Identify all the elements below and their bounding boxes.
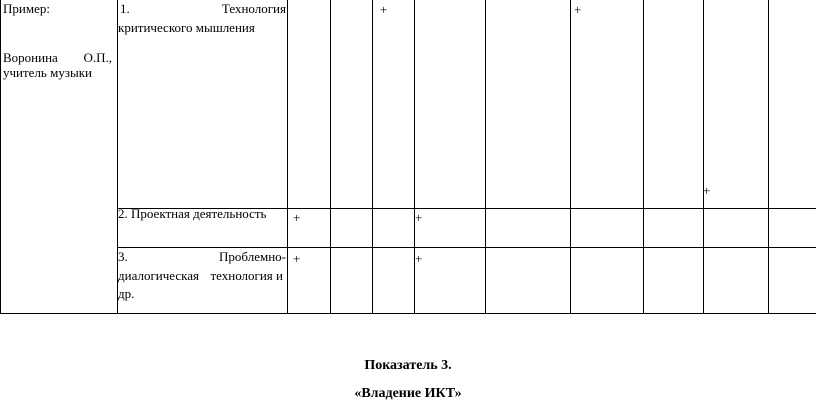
column-divider [485, 0, 486, 314]
example-label: Пример: [3, 1, 50, 16]
row2-mark: + [415, 210, 423, 225]
row1-mark: + [703, 183, 711, 198]
row2-method: 2. Проектная деятельность [118, 206, 267, 221]
row3-method-word: Проблемно- [219, 249, 286, 264]
column-divider [330, 0, 331, 314]
table-border-bottom [0, 313, 816, 314]
row3-mark: + [293, 251, 301, 266]
column-divider [703, 0, 704, 314]
row1-mark: + [380, 2, 388, 17]
row3-method-word3: технология и [210, 268, 283, 283]
row3-method-line2 [118, 265, 283, 287]
column-divider [570, 0, 571, 314]
row2-mark: + [293, 210, 301, 225]
indicator-heading: Показатель 3. [364, 358, 452, 373]
author-surname: Воронина [3, 50, 58, 65]
row1-method-line2: критического мышления [118, 20, 255, 35]
table-border-left [0, 0, 1, 314]
row3-number: 3. [118, 249, 128, 264]
column-divider [414, 0, 415, 314]
row3-method-line3: др. [118, 286, 135, 301]
column-divider [768, 0, 769, 314]
indicator-title: «Владение ИКТ» [354, 386, 462, 401]
row1-number: 1. [120, 1, 130, 16]
row3-mark: + [415, 251, 423, 266]
row1-method-word: Технология [221, 1, 286, 16]
author-initials: О.П., [83, 50, 112, 65]
column-divider [372, 0, 373, 314]
row1-mark: + [574, 2, 582, 17]
column-divider [287, 0, 288, 314]
author-role: учитель музыки [3, 65, 92, 80]
row3-method-word2: диалогическая [118, 268, 200, 283]
column-divider [643, 0, 644, 314]
